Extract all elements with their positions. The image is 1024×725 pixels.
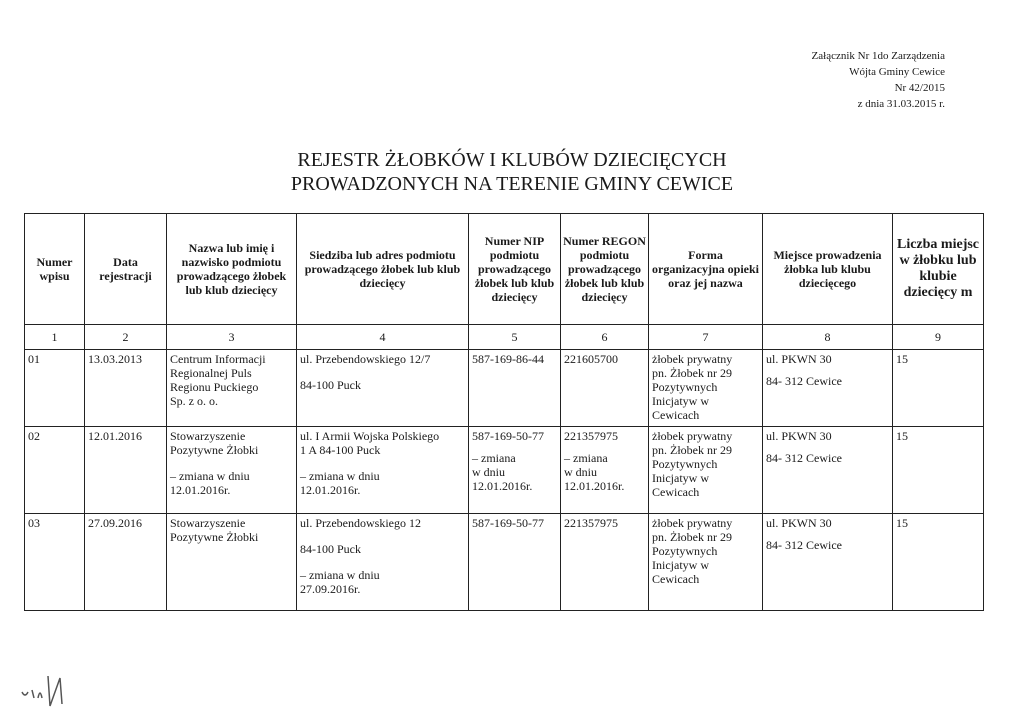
header-cell: Siedziba lub adres podmiotu prowadzącego żłobek lub klub dziecięcy — [297, 214, 469, 325]
header-cell: Numer wpisu — [25, 214, 85, 325]
registration-date: 27.09.2016 — [85, 514, 167, 611]
entity-address: ul. Przebendowskiego 12/7 84-100 Puck — [297, 350, 469, 427]
entity-name: Centrum Informacji Regionalnej Puls Regionu Puckiego Sp. z o. o. — [167, 350, 297, 427]
entity-address: ul. Przebendowskiego 12 84-100 Puck – zmiana w dniu 27.09.2016r. — [297, 514, 469, 611]
annex-note — [812, 48, 945, 112]
entry-number: 02 — [25, 427, 85, 514]
document-title — [0, 148, 1024, 196]
table-row — [25, 514, 984, 611]
title-line: REJESTR ŻŁOBKÓW I KLUBÓW DZIECIĘCYCH — [297, 149, 727, 171]
header-row — [25, 214, 984, 325]
header-cell: Forma organizacyjna opieki oraz jej nazwa — [649, 214, 763, 325]
nip-number: 587-169-50-77 — [469, 514, 561, 611]
header-cell: Numer REGON podmiotu prowadzącego żłobek lub klub dziecięcy — [561, 214, 649, 325]
annex-line: Wójta Gminy Cewice — [849, 66, 945, 78]
column-number: 3 — [167, 325, 297, 350]
column-number: 7 — [649, 325, 763, 350]
column-number: 4 — [297, 325, 469, 350]
care-location: ul. PKWN 30 84- 312 Cewice — [763, 427, 893, 514]
organization-form: żłobek prywatny pn. Żłobek nr 29 Pozytywnych Inicjatyw w Cewicach — [649, 427, 763, 514]
column-number: 5 — [469, 325, 561, 350]
column-number: 2 — [85, 325, 167, 350]
column-number: 9 — [893, 325, 984, 350]
organization-form: żłobek prywatny pn. Żłobek nr 29 Pozytywnych Inicjatyw w Cewicach — [649, 514, 763, 611]
organization-form: żłobek prywatny pn. Żłobek nr 29 Pozytywnych Inicjatyw w Cewicach — [649, 350, 763, 427]
table-row — [25, 350, 984, 427]
registration-date: 13.03.2013 — [85, 350, 167, 427]
care-location: ul. PKWN 30 84- 312 Cewice — [763, 514, 893, 611]
seat-count: 15 — [893, 514, 984, 611]
regon-number: 221357975 — [561, 514, 649, 611]
care-location: ul. PKWN 30 84- 312 Cewice — [763, 350, 893, 427]
seat-count: 15 — [893, 350, 984, 427]
column-number: 1 — [25, 325, 85, 350]
nip-number: 587-169-50-77 – zmiana w dniu 12.01.2016r. — [469, 427, 561, 514]
header-cell: Miejsce prowadzenia żłobka lub klubu dziecięcego — [763, 214, 893, 325]
registration-date: 12.01.2016 — [85, 427, 167, 514]
entity-address: ul. I Armii Wojska Polskiego 1 A 84-100 Puck – zmiana w dniu 12.01.2016r. — [297, 427, 469, 514]
entry-number: 01 — [25, 350, 85, 427]
header-cell: Data rejestracji — [85, 214, 167, 325]
register-table — [24, 213, 984, 611]
column-number: 6 — [561, 325, 649, 350]
annex-line: z dnia 31.03.2015 r. — [857, 98, 945, 110]
annex-line: Załącznik Nr 1do Zarządzenia — [811, 50, 945, 62]
entity-name: Stowarzyszenie Pozytywne Żłobki — [167, 514, 297, 611]
signature-icon — [14, 662, 94, 712]
nip-number: 587-169-86-44 — [469, 350, 561, 427]
regon-number: 221357975 – zmiana w dniu 12.01.2016r. — [561, 427, 649, 514]
column-number: 8 — [763, 325, 893, 350]
entity-name: Stowarzyszenie Pozytywne Żłobki – zmiana w dniu 12.01.2016r. — [167, 427, 297, 514]
annex-line: Nr 42/2015 — [894, 82, 945, 94]
entry-number: 03 — [25, 514, 85, 611]
table-row — [25, 427, 984, 514]
regon-number: 221605700 — [561, 350, 649, 427]
signature-mark — [14, 662, 94, 719]
title-line: PROWADZONYCH NA TERENIE GMINY CEWICE — [290, 173, 734, 195]
header-cell: Numer NIP podmiotu prowadzącego żłobek lub klub dziecięcy — [469, 214, 561, 325]
header-cell: Liczba miejsc w żłobku lub klubie dziecięcy m — [893, 214, 984, 325]
seat-count: 15 — [893, 427, 984, 514]
header-cell: Nazwa lub imię i nazwisko podmiotu prowadzącego żłobek lub klub dziecięcy — [167, 214, 297, 325]
column-number-row — [25, 325, 984, 350]
